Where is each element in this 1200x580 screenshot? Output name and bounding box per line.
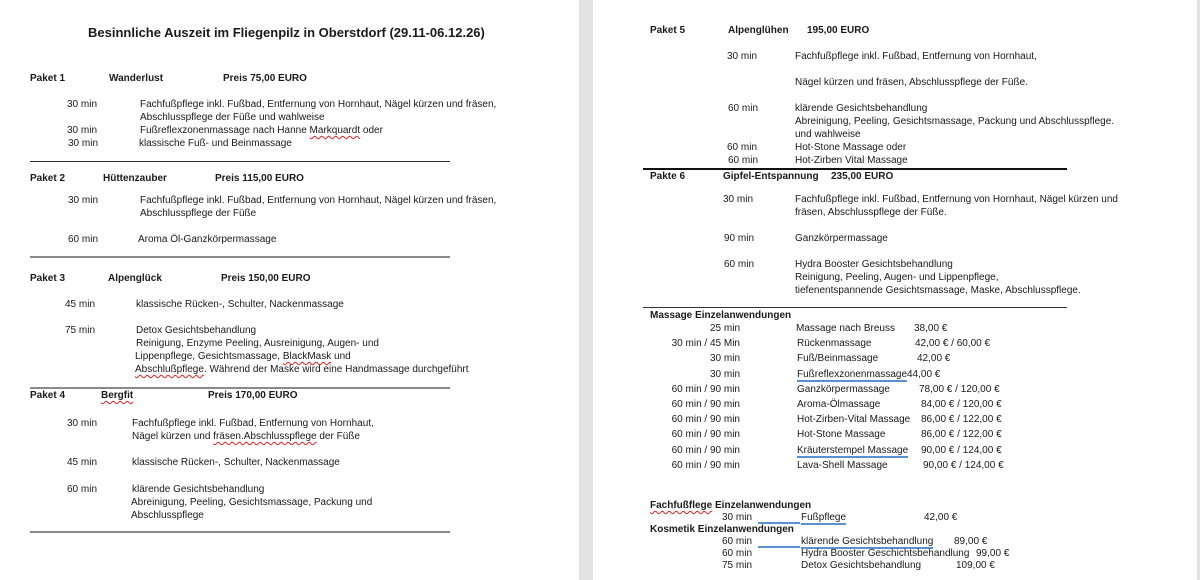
row-price: 78,00 € / 120,00 € <box>919 383 1000 395</box>
row-name: Fuß/Beinmassage <box>797 353 879 365</box>
package-label: Paket 2 <box>30 173 66 184</box>
package-label: Paket 4 <box>30 390 66 401</box>
item-duration: 60 min <box>727 142 758 153</box>
package-label: Paket 3 <box>30 273 66 284</box>
row-duration: 60 min <box>722 548 753 559</box>
row-duration: 30 min / 45 Min <box>671 338 740 350</box>
row-price: 89,00 € <box>954 536 988 547</box>
divider <box>30 161 450 162</box>
row-duration: 30 min <box>709 368 740 380</box>
package-name: Wanderlust <box>109 73 164 84</box>
row-price: 90,00 € / 124,00 € <box>921 444 1002 456</box>
row-duration: 25 min <box>709 323 740 334</box>
item-text: Fachfußpflege inkl. Fußbad, Entfernung von Hornhaut, Nägel kürzen und fräsen, <box>140 195 497 206</box>
package-label: Pakte 6 <box>650 171 686 182</box>
item-duration: 45 min <box>67 457 98 468</box>
package-price: Preis 75,00 EURO <box>223 73 307 84</box>
package-price: 195,00 EURO <box>807 25 870 36</box>
row-price: 42,00 € <box>917 353 951 365</box>
row-name: Fußpflege <box>801 512 847 523</box>
package-name: Gipfel-Entspannung <box>723 171 819 182</box>
row-duration: 60 min / 90 min <box>671 444 740 456</box>
item-duration: 30 min <box>68 138 99 149</box>
item-text: Fachfußpflege inkl. Fußbad, Entfernung von Hornhaut, Nägel kürzen und <box>795 194 1118 205</box>
item-text: klassische Rücken-, Schulter, Nackenmassage <box>136 299 344 310</box>
document-title: Besinnliche Auszeit im Fliegenpilz in Oberstdorf (29.11-06.12.26) <box>88 25 485 40</box>
item-text: und wahlweise <box>795 129 861 140</box>
row-name: Ganzkörpermassage <box>797 383 890 395</box>
package-name: Hüttenzauber <box>103 173 167 184</box>
divider <box>30 256 450 258</box>
section-heading-fusspflege: Fachfußflege Einzelanwendungen <box>650 500 812 511</box>
item-text: klärende Gesichtsbehandlung <box>132 484 265 495</box>
package-price: Preis 115,00 EURO <box>215 173 304 184</box>
item-text: Abschlußpflege. Während der Maske wird eine Handmassage durchgeführt <box>135 364 469 375</box>
item-duration: 60 min <box>728 103 759 114</box>
row-duration: 60 min / 90 min <box>671 459 740 471</box>
item-text: Abschlusspflege der Füße <box>140 208 257 219</box>
row-duration: 60 min / 90 min <box>671 429 740 441</box>
row-price: 99,00 € <box>976 548 1010 559</box>
item-text: Abschlusspflege der Füße und wahlweise <box>140 112 325 123</box>
item-text: Hot-Stone Massage oder <box>795 142 907 153</box>
row-name: Aroma-Ölmassage <box>797 399 881 410</box>
row-name: Lava-Shell Massage <box>797 459 888 471</box>
row-name: Hydra Booster Geschichtsbehandlung <box>801 548 970 559</box>
row-name: Massage nach Breuss <box>796 323 895 334</box>
divider <box>643 307 1067 308</box>
row-price: 44,00 € <box>907 368 941 380</box>
item-text: Abschlusspflege <box>131 510 204 521</box>
document-page-left <box>0 0 579 580</box>
item-text: Fachfußpflege inkl. Fußbad, Entfernung von Hornhaut, Nägel kürzen und fräsen, <box>140 99 497 110</box>
item-text: Abreinigung, Peeling, Gesichtsmassage, Packung und Abschlusspflege. <box>795 116 1115 127</box>
row-price: 84,00 € / 120,00 € <box>921 399 1002 410</box>
row-name: Detox Gesichtsbehandlung <box>801 560 922 571</box>
item-duration: 45 min <box>65 299 96 310</box>
item-text: Hydra Booster Gesichtsbehandlung <box>795 259 953 270</box>
item-duration: 30 min <box>723 194 754 205</box>
item-duration: 30 min <box>67 418 98 429</box>
section-heading-kosmetik: Kosmetik Einzelanwendungen <box>650 524 794 535</box>
item-duration: 30 min <box>68 195 99 206</box>
item-text: Hot-Zirben Vital Massage <box>795 155 908 166</box>
section-heading-massage: Massage Einzelanwendungen <box>650 310 792 321</box>
row-price: 86,00 € / 122,00 € <box>921 429 1002 441</box>
item-text: klassische Fuß- und Beinmassage <box>139 138 292 149</box>
item-text: Reinigung, Peeling, Augen- und Lippenpflege, <box>795 272 999 283</box>
row-name: Hot-Zirben-Vital Massage <box>797 414 911 426</box>
item-text: Lippenpflege, Gesichtsmassage, BlackMask und <box>135 351 351 362</box>
item-text: Ganzkörpermassage <box>795 233 888 244</box>
item-duration: 30 min <box>67 99 98 110</box>
package-name: Alpenglühen <box>728 25 789 36</box>
divider <box>30 387 450 389</box>
package-label: Paket 5 <box>650 25 686 36</box>
package-price: Preis 170,00 EURO <box>208 390 298 401</box>
row-price: 90,00 € / 124,00 € <box>923 459 1004 471</box>
item-duration: 60 min <box>724 259 755 270</box>
row-duration: 30 min <box>709 353 740 365</box>
item-text: Fachfußpflege inkl. Fußbad, Entfernung von Hornhaut, <box>132 418 374 429</box>
row-duration: 30 min <box>722 512 753 523</box>
package-name: Alpenglück <box>108 273 162 284</box>
item-text: Nägel kürzen und fräsen.Abschlusspflege der Füße <box>132 431 360 442</box>
row-duration: 60 min / 90 min <box>671 383 740 395</box>
row-name: Hot-Stone Massage <box>797 429 886 441</box>
item-text: fräsen, Abschlusspflege der Füße. <box>795 207 947 218</box>
item-text: Aroma Öl-Ganzkörpermassage <box>138 234 277 245</box>
grammar-underline <box>758 546 800 548</box>
item-duration: 60 min <box>67 484 98 495</box>
row-price: 42,00 € / 60,00 € <box>915 338 991 350</box>
item-text: Nägel kürzen und fräsen, Abschlusspflege der Füße. <box>795 77 1028 88</box>
divider <box>643 168 1067 170</box>
row-price: 109,00 € <box>956 560 995 571</box>
row-price: 38,00 € <box>914 323 948 334</box>
row-name: Rückenmassage <box>797 338 872 350</box>
document-page-right <box>593 0 1197 580</box>
item-text: Detox Gesichtsbehandlung <box>136 325 257 336</box>
row-duration: 60 min / 90 min <box>671 414 740 426</box>
package-price: Preis 150,00 EURO <box>221 273 311 284</box>
item-duration: 90 min <box>724 233 755 244</box>
row-price: 42,00 € <box>924 512 958 523</box>
item-duration: 30 min <box>727 51 758 62</box>
row-name: Kräuterstempel Massage <box>797 444 909 456</box>
item-text: Fachfußpflege inkl. Fußbad, Entfernung von Hornhaut, <box>795 51 1037 62</box>
row-duration: 60 min <box>722 536 753 547</box>
item-text: Abreinigung, Peeling, Gesichtsmassage, Packung und <box>131 497 373 508</box>
item-text: klassische Rücken-, Schulter, Nackenmassage <box>132 457 340 468</box>
item-text: Reinigung, Enzyme Peeling, Ausreinigung, Augen- und <box>136 338 379 349</box>
item-duration: 75 min <box>65 325 96 336</box>
row-duration: 75 min <box>722 560 753 571</box>
row-price: 86,00 € / 122,00 € <box>921 414 1002 426</box>
row-name: Fußreflexzonenmassage <box>797 368 908 380</box>
package-label: Paket 1 <box>30 73 66 84</box>
item-text: klärende Gesichtsbehandlung <box>795 103 928 114</box>
item-duration: 60 min <box>728 155 759 166</box>
item-text: tiefenentspannende Gesichtsmassage, Maske, Abschlusspflege. <box>795 285 1081 296</box>
item-text: Fußreflexzonenmassage nach Hanne Markquardt oder <box>140 125 383 136</box>
package-price: 235,00 EURO <box>831 171 894 182</box>
item-duration: 30 min <box>67 125 98 136</box>
row-name: klärende Gesichtsbehandlung <box>801 536 934 547</box>
package-name: Bergfit <box>101 390 134 401</box>
divider <box>30 531 450 533</box>
row-duration: 60 min / 90 min <box>671 399 740 410</box>
item-duration: 60 min <box>68 234 99 245</box>
